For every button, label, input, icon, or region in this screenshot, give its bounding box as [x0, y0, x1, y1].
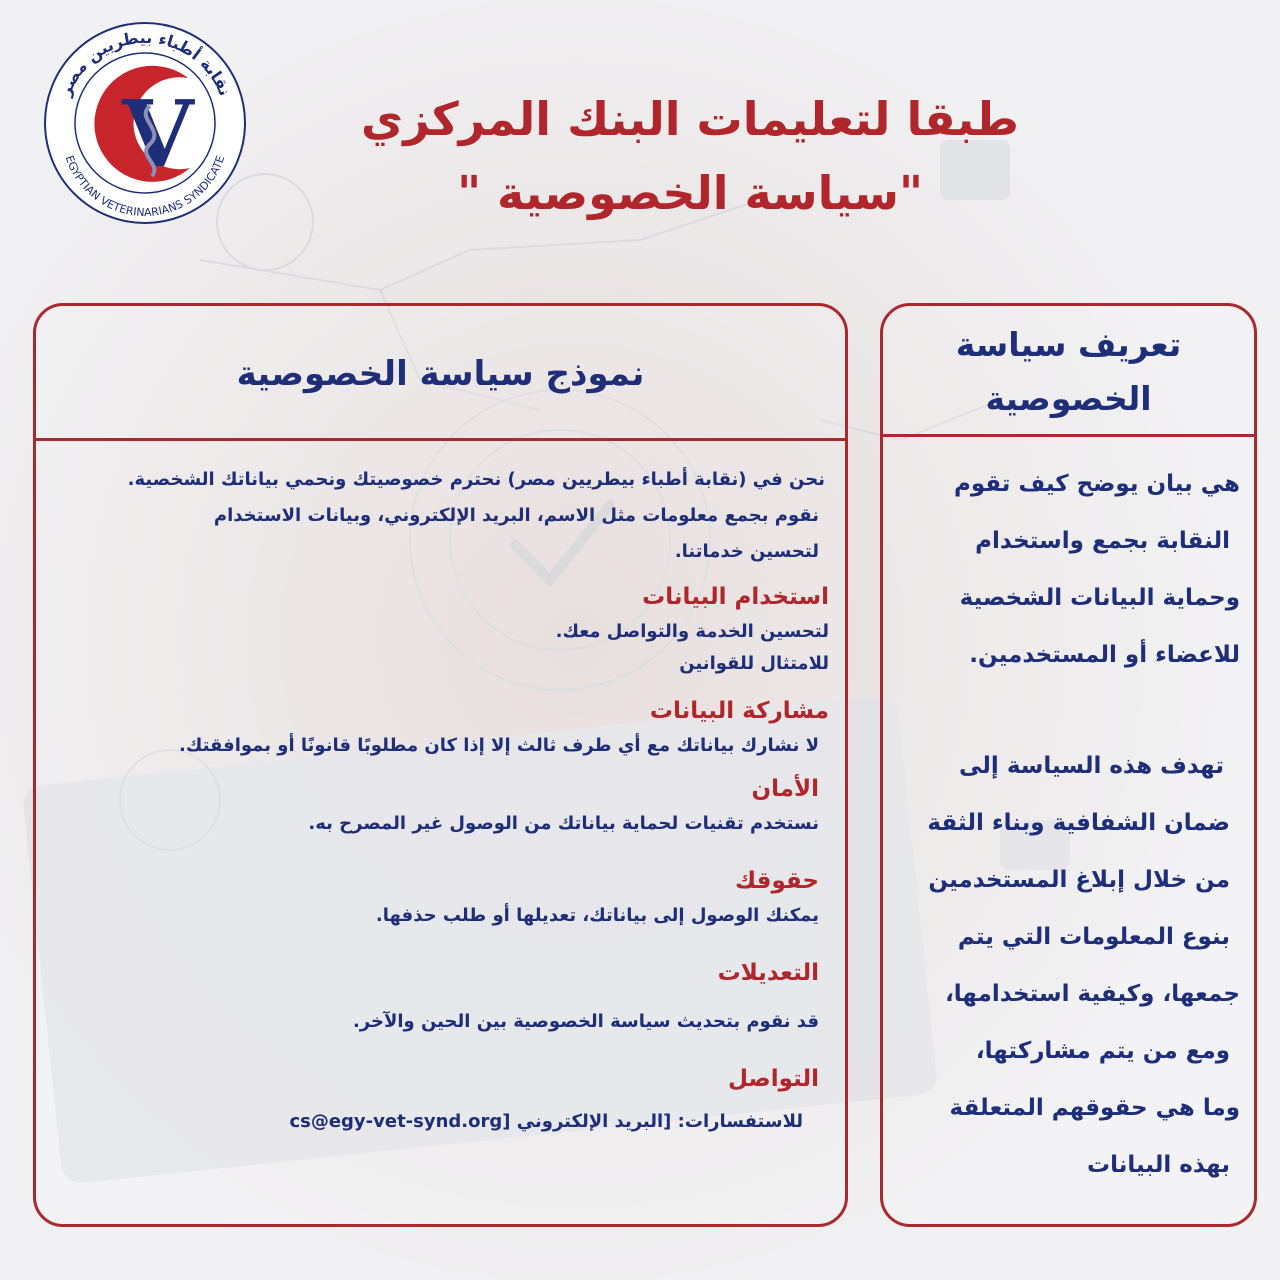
purpose-line: جمعها، وكيفية استخدامها،	[945, 981, 1240, 1007]
intro-line: نحن في (نقابة أطباء بيطريين مصر) نحترم خصوصيتك ونحمي بياناتك الشخصية.	[127, 469, 825, 490]
privacy-definition-panel	[880, 303, 1257, 1227]
purpose-line: بنوع المعلومات التي يتم	[957, 924, 1230, 950]
purpose-line: وما هي حقوقهم المتعلقة	[949, 1095, 1240, 1121]
syndicate-logo	[40, 18, 250, 228]
section-title-security: الأمان	[751, 776, 819, 802]
page-title	[300, 82, 1080, 230]
section-title-your-rights: حقوقك	[734, 868, 819, 894]
main-panel-body	[39, 462, 829, 1138]
contact-email-link[interactable]: cs@egy-vet-synd.org]	[289, 1111, 511, 1132]
intro-line: نقوم بجمع معلومات مثل الاسم، البريد الإلكتروني، وبيانات الاستخدام	[213, 505, 819, 526]
main-panel-divider	[36, 438, 845, 441]
side-heading-line-1: تعريف سياسة	[955, 325, 1182, 364]
section-line: يمكنك الوصول إلى بياناتك، تعديلها أو طلب حذفها.	[375, 905, 819, 926]
purpose-line: ومع من يتم مشاركتها،	[975, 1038, 1230, 1064]
purpose-line: بهذه البيانات	[1086, 1152, 1230, 1178]
logo-letter-v: V	[122, 80, 194, 188]
definition-line: للاعضاء أو المستخدمين.	[969, 642, 1240, 668]
intro-line: لتحسين خدماتنا.	[674, 541, 819, 562]
section-title-data-sharing: مشاركة البيانات	[649, 698, 829, 724]
privacy-policy-model-panel	[33, 303, 848, 1227]
side-panel-body	[893, 456, 1240, 1194]
section-title-amendments: التعديلات	[717, 960, 819, 986]
section-line: قد نقوم بتحديث سياسة الخصوصية بين الحين والآخر.	[352, 1011, 819, 1032]
side-panel-heading	[883, 318, 1254, 426]
main-panel-heading: نموذج سياسة الخصوصية	[236, 354, 645, 394]
section-line: لا نشارك بياناتك مع أي طرف ثالث إلا إذا كان مطلوبًا قانونًا أو بموافقتك.	[179, 735, 819, 756]
title-line-2: "سياسة الخصوصية "	[457, 166, 923, 220]
contact-line	[39, 1106, 829, 1138]
purpose-line: ضمان الشفافية وبناء الثقة	[927, 810, 1230, 836]
logo-arabic-text: نقابة أطباء بيطريين مصر	[55, 27, 235, 99]
section-line: نستخدم تقنيات لحماية بياناتك من الوصول غير المصرح به.	[308, 813, 819, 834]
contact-label: للاستفسارات: [البريد الإلكتروني	[516, 1111, 803, 1132]
logo-english-text: EGYPTIAN VETERINARIANS SYNDICATE	[62, 153, 228, 220]
purpose-line: تهدف هذه السياسة إلى	[959, 753, 1224, 779]
paragraph-gap	[893, 684, 1240, 738]
definition-line: النقابة بجمع واستخدام	[975, 528, 1230, 554]
section-line: لتحسين الخدمة والتواصل معك.	[555, 621, 829, 642]
purpose-line: من خلال إبلاغ المستخدمين	[928, 867, 1230, 893]
section-title-data-usage: استخدام البيانات	[642, 584, 829, 610]
side-heading-line-2: الخصوصية	[985, 379, 1152, 418]
definition-line: هي بيان يوضح كيف تقوم	[953, 471, 1240, 497]
section-line: للامتثال للقوانين	[679, 653, 829, 674]
section-title-contact: التواصل	[728, 1066, 819, 1092]
definition-line: وحماية البيانات الشخصية	[959, 585, 1240, 611]
side-panel-divider	[883, 434, 1254, 437]
title-line-1: طبقا لتعليمات البنك المركزي	[361, 92, 1019, 146]
